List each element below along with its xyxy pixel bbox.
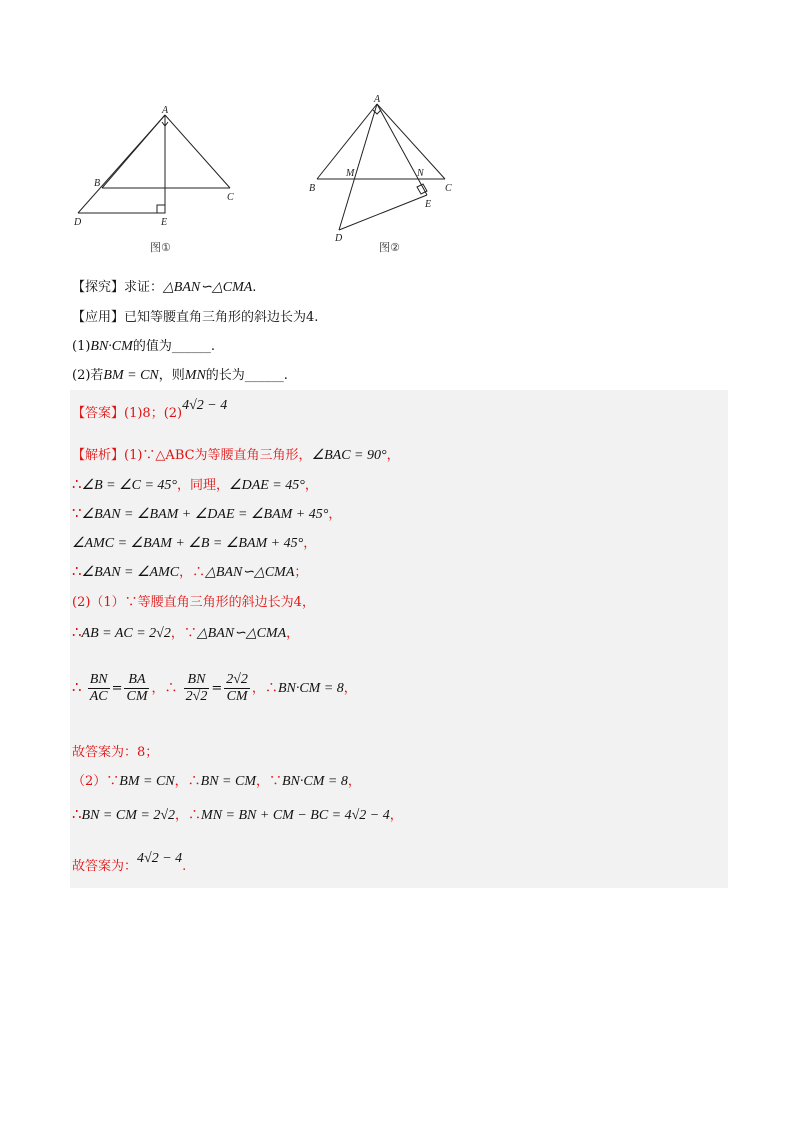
analysis-l8-end: ， <box>343 681 357 696</box>
line-de <box>339 195 427 230</box>
analysis-l4-math: ∠AMC = ∠BAM + ∠B = ∠BAM + 45° <box>72 536 304 551</box>
analysis-l1-math: ∠BAC = 90° <box>311 448 387 463</box>
analysis-l10-a: （2）∵ <box>72 774 120 789</box>
answer-text: (1)8；(2) <box>124 406 183 421</box>
fraction-bn-2root2 <box>184 672 210 705</box>
analysis-l2-math2: ∠DAE = 45° <box>229 478 305 493</box>
q1-prefix: (1) <box>72 339 91 354</box>
analysis-l12-end: . <box>182 859 187 874</box>
analysis-tag: 【解析】 <box>72 448 125 463</box>
line-ac <box>377 104 445 179</box>
analysis-l11-end: ， <box>389 808 403 823</box>
fraction-denominator: AC <box>89 689 108 704</box>
line-ad <box>78 115 165 213</box>
therefore-symbol: ∴ <box>72 475 82 493</box>
figure-1 <box>70 100 250 260</box>
q2-math: BM = CN <box>103 368 159 383</box>
explore-line <box>72 276 256 296</box>
analysis-line-1 <box>72 444 400 464</box>
analysis-line-3 <box>72 503 341 523</box>
apply-tag: 【应用】 <box>72 310 125 325</box>
analysis-l8-mid: ，∴ <box>151 681 178 696</box>
label-c: C <box>227 192 234 203</box>
fraction-denominator: CM <box>126 689 148 704</box>
analysis-l10-mid: ，∴ <box>174 774 201 789</box>
analysis-line-5 <box>72 561 307 581</box>
analysis-l7-mid: ，∵ <box>170 626 197 641</box>
fraction-numerator: BN <box>89 672 108 687</box>
analysis-l7-end: ， <box>286 626 300 641</box>
analysis-line-6: (2)（1）∵等腰直角三角形的斜边长为4， <box>72 595 315 610</box>
figure-2-caption: 图② <box>379 241 400 254</box>
line-ac <box>165 115 230 188</box>
label-d: D <box>335 233 343 244</box>
analysis-l10-math3: BN·CM = 8 <box>282 774 348 789</box>
therefore-symbol: ∴ <box>72 678 82 696</box>
analysis-l2-end: ， <box>304 478 318 493</box>
analysis-l8-math: BN·CM = 8 <box>277 681 344 696</box>
analysis-l2-mid: ，同理， <box>177 478 230 493</box>
analysis-line-2 <box>72 474 318 494</box>
label-e: E <box>161 217 168 228</box>
equals-sign: = <box>111 681 123 696</box>
fraction-numerator: BN <box>184 672 210 689</box>
analysis-l1-end: ， <box>386 448 400 463</box>
answer-value: 4√2 − 4 <box>182 398 228 413</box>
label-n: N <box>417 168 424 179</box>
fraction-denominator: CM <box>226 689 248 704</box>
therefore-symbol: ∴ <box>72 805 82 823</box>
analysis-l1-a: (1)∵△ABC为等腰直角三角形， <box>124 448 312 463</box>
analysis-l5-math2: △BAN∽△CMA <box>205 565 295 580</box>
question-1 <box>72 335 215 355</box>
analysis-l11-math: BN = CM = 2√2 <box>81 808 176 823</box>
right-angle-mark <box>157 205 165 213</box>
q2-prefix: (2)若 <box>72 368 104 383</box>
explore-text: 求证： <box>124 280 164 295</box>
answer-tag: 【答案】 <box>72 406 125 421</box>
analysis-l7-math2: △BAN∽△CMA <box>196 626 287 641</box>
equals-sign: = <box>211 681 223 696</box>
label-a: A <box>162 105 169 116</box>
analysis-l12-math: 4√2 − 4 <box>137 851 183 866</box>
explore-end: . <box>252 280 257 295</box>
answer-line <box>72 398 228 422</box>
analysis-l8-mid2: ，∴ <box>251 681 278 696</box>
figure-1-caption: 图① <box>150 241 171 254</box>
line-ae <box>377 104 427 195</box>
label-m: M <box>346 168 355 179</box>
analysis-l3-end: ， <box>328 507 342 522</box>
analysis-l3-math: ∠BAN = ∠BAM + ∠DAE = ∠BAM + 45° <box>81 507 329 522</box>
analysis-line-12 <box>72 851 187 875</box>
analysis-line-10 <box>72 770 361 790</box>
q2-mid: ，则 <box>158 368 185 383</box>
analysis-l10-math2: BN = CM <box>200 774 256 789</box>
analysis-l5-math: ∠BAN = ∠AMC <box>81 565 180 580</box>
therefore-symbol: ∴ <box>72 562 82 580</box>
explore-math: △BAN∽△CMA <box>163 280 253 295</box>
figure-2 <box>305 92 465 247</box>
analysis-line-4 <box>72 532 316 552</box>
analysis-l10-math: BM = CN <box>119 774 175 789</box>
analysis-l7-math: AB = AC = 2√2 <box>81 626 171 641</box>
analysis-l12: 故答案为： <box>72 859 138 874</box>
label-c: C <box>445 183 452 194</box>
analysis-line-8 <box>72 672 357 705</box>
label-e: E <box>425 199 432 210</box>
apply-line <box>72 306 318 325</box>
analysis-l2-math: ∠B = ∠C = 45° <box>81 478 178 493</box>
fraction-ba-cm <box>124 672 149 705</box>
analysis-l10-mid2: ，∵ <box>255 774 282 789</box>
analysis-l4-end: ， <box>303 536 317 551</box>
fraction-numerator: 2√2 <box>226 672 248 687</box>
analysis-l10-end: ， <box>347 774 361 789</box>
analysis-l11-math2: MN = BN + CM − BC = 4√2 − 4 <box>201 808 390 823</box>
analysis-l5-mid: ，∴ <box>179 565 206 580</box>
fraction-numerator: BA <box>124 672 149 689</box>
label-a: A <box>374 94 381 105</box>
apply-text: 已知等腰直角三角形的斜边长为4. <box>124 310 319 325</box>
analysis-l11-mid: ，∴ <box>175 808 202 823</box>
therefore-symbol: ∴ <box>72 623 82 641</box>
label-b: B <box>309 183 316 194</box>
label-b: B <box>94 178 101 189</box>
analysis-l5-end: ； <box>294 565 308 580</box>
because-symbol: ∵ <box>72 504 82 522</box>
fraction-2root2-cm <box>224 672 250 705</box>
question-2 <box>72 364 288 384</box>
q1-math: BN·CM <box>90 339 133 354</box>
line-ad <box>339 104 377 230</box>
q2-math2: MN <box>184 368 206 383</box>
q2-text: 的长为______. <box>205 368 288 383</box>
analysis-line-7 <box>72 622 299 642</box>
label-d: D <box>74 217 82 228</box>
explore-tag: 【探究】 <box>72 280 125 295</box>
q1-text: 的值为______. <box>132 339 215 354</box>
analysis-line-11 <box>72 804 403 824</box>
fraction-bn-ac <box>88 672 110 705</box>
fraction-denominator: 2√2 <box>185 689 208 704</box>
analysis-line-9: 故答案为：8； <box>72 745 159 760</box>
